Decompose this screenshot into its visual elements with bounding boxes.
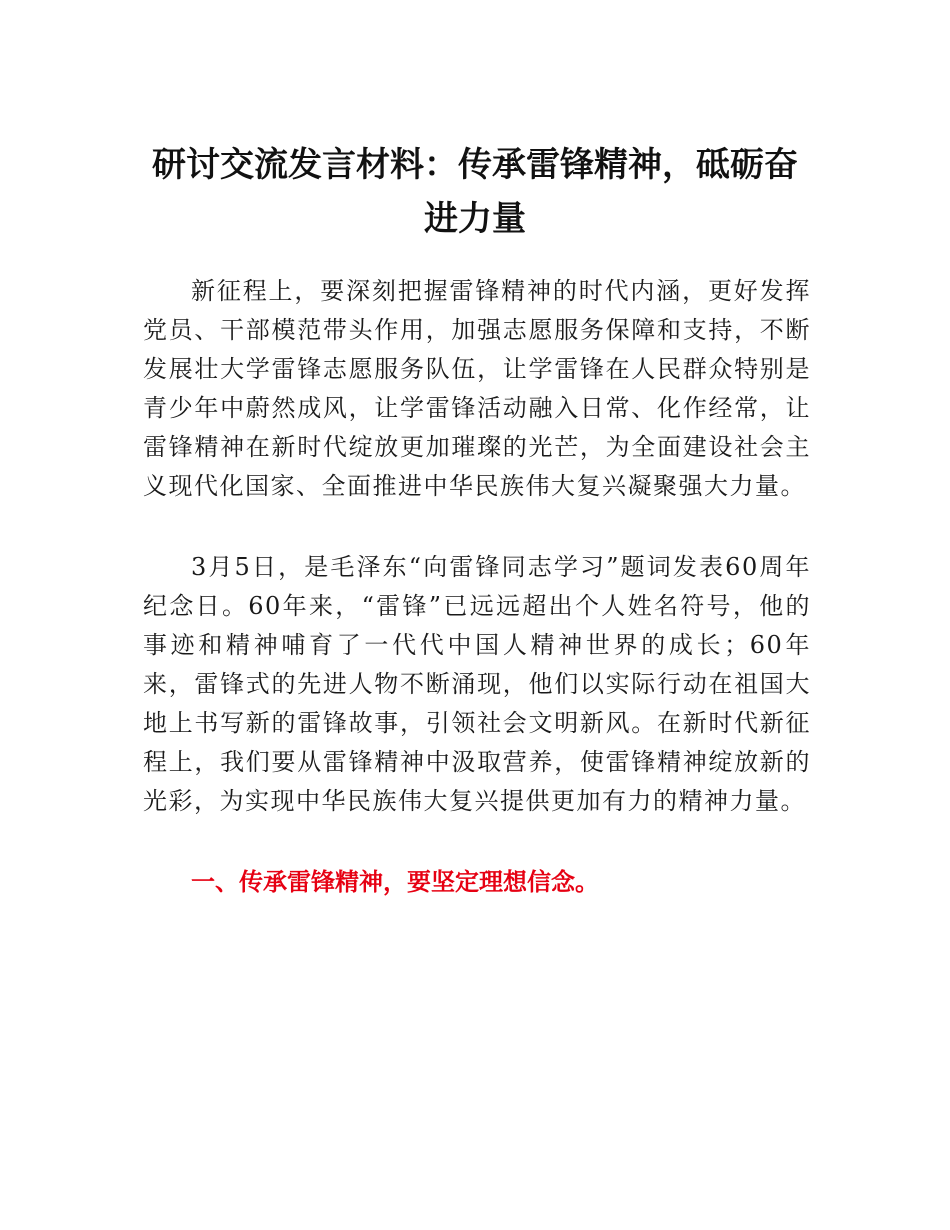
section-heading-1: 一、传承雷锋精神，要坚定理想信念。: [191, 868, 599, 896]
body-paragraph-2: 3月5日，是毛泽东“向雷锋同志学习”题词发表60周年纪念日。60年来，“雷锋”已远远超出个人姓名符号，他的事迹和精神哺育了一代代中国人精神世界的成长；60年来，雷锋式的先进人物不断涌现，他们以实际行动在祖国大地上书写新的雷锋故事，引领社会文明新风。在新时代新征程上，我们要从雷锋精神中汲取营养，使雷锋精神绽放新的光彩，为实现中华民族伟大复兴提供更加有力的精神力量。: [143, 553, 811, 815]
body-paragraph-1: 新征程上，要深刻把握雷锋精神的时代内涵，更好发挥党员、干部模范带头作用，加强志愿服务保障和支持，不断发展壮大学雷锋志愿服务队伍，让学雷锋在人民群众特别是青少年中蔚然成风，让学雷锋活动融入日常、化作经常，让雷锋精神在新时代绽放更加璀璨的光芒，为全面建设社会主义现代化国家、全面推进中华民族伟大复兴凝聚强大力量。: [143, 277, 811, 500]
document-title: 研讨交流发言材料：传承雷锋精神，砥砺奋进力量: [152, 145, 798, 239]
